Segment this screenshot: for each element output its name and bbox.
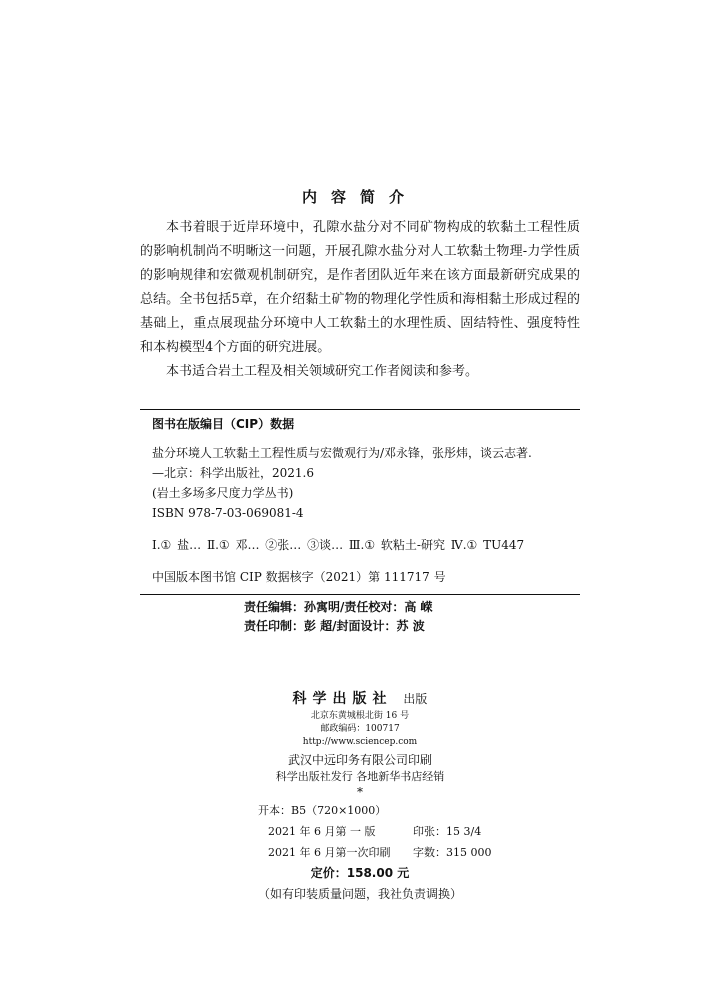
publisher-address: 北京东黄城根北街 16 号 xyxy=(310,711,410,721)
editors-block xyxy=(244,598,433,636)
publisher-url: http://www.sciencep.com xyxy=(302,737,418,747)
cip-isbn: ISBN 978-7-03-069081-4 xyxy=(152,506,304,520)
divider-top xyxy=(140,409,580,410)
separator-star: * xyxy=(357,785,363,799)
price-line: 定价：158.00 元 xyxy=(310,866,410,880)
quality-notice: （如有印装质量问题，我社负责调换） xyxy=(257,887,462,901)
word-count-line: 字数：315 000 xyxy=(413,846,492,859)
publisher-logo-text: 科学出版 xyxy=(292,691,373,707)
cip-publisher-line: —北京：科学出版社，2021.6 xyxy=(152,466,314,480)
editors-row: 责任编辑：孙寓明/责任校对：高 嵘 xyxy=(244,600,433,614)
editors-row: 责任印制：彭 超/封面设计：苏 波 xyxy=(244,619,425,633)
divider-bottom xyxy=(140,594,580,595)
sheets-line: 印张：15 3/4 xyxy=(413,825,482,838)
intro-paragraph: 本书着眼于近岸环境中，孔隙水盐分对不同矿物构成的软黏土工程性质的影响机制尚不明晰这一问题，开展孔隙水盐分对人工软黏土物理-力学性质的影响规律和宏微观机制研究，是作者团队近年来在该方面最新研究成果的总结。全书包括5章，在介绍黏土矿物的物理化学性质和海相黏土形成过程的基础上，重点展现盐分环境中人工软黏土的水理性质、固结特性、强度特性和本构模型4个方面的研究进展。 xyxy=(140,220,580,355)
edition-line: 2021 年 6 月第 一 版 xyxy=(268,825,376,838)
cip-number: 中国版本图书馆 CIP 数据核字（2021）第 111717 号 xyxy=(152,570,446,584)
publisher-postcode: 邮政编码：100717 xyxy=(320,724,400,734)
intro-title: 内容简介 xyxy=(301,188,418,206)
publisher-publishes: 出版 xyxy=(403,692,428,706)
cip-block xyxy=(152,413,580,587)
intro-abstract xyxy=(140,216,580,384)
book-format: 开本：B5（720×1000） xyxy=(258,804,387,817)
specs-block xyxy=(0,800,720,905)
intro-paragraph: 本书适合岩土工程及相关领域研究工作者阅读和参考。 xyxy=(166,364,479,379)
cip-classification: Ⅰ.① 盐… Ⅱ.① 邓… ②张… ③谈… Ⅲ.① 软粘土-研究 Ⅳ.① TU447 xyxy=(152,538,525,552)
imprint-block xyxy=(0,688,720,799)
printing-line: 2021 年 6 月第一次印刷 xyxy=(268,846,391,859)
publisher-logo-suffix: 社 xyxy=(372,691,393,707)
publisher-name xyxy=(0,688,720,710)
cip-series-line: (岩土多场多尺度力学丛书) xyxy=(152,486,294,500)
printer-line: 武汉中远印务有限公司印刷 xyxy=(287,753,432,767)
cip-title-line: 盐分环境人工软黏土工程性质与宏微观行为/邓永锋，张彤炜，谈云志著. xyxy=(152,446,532,460)
distributor-line: 科学出版社发行 各地新华书店经销 xyxy=(275,770,445,783)
cip-heading: 图书在版编目（CIP）数据 xyxy=(152,417,295,431)
